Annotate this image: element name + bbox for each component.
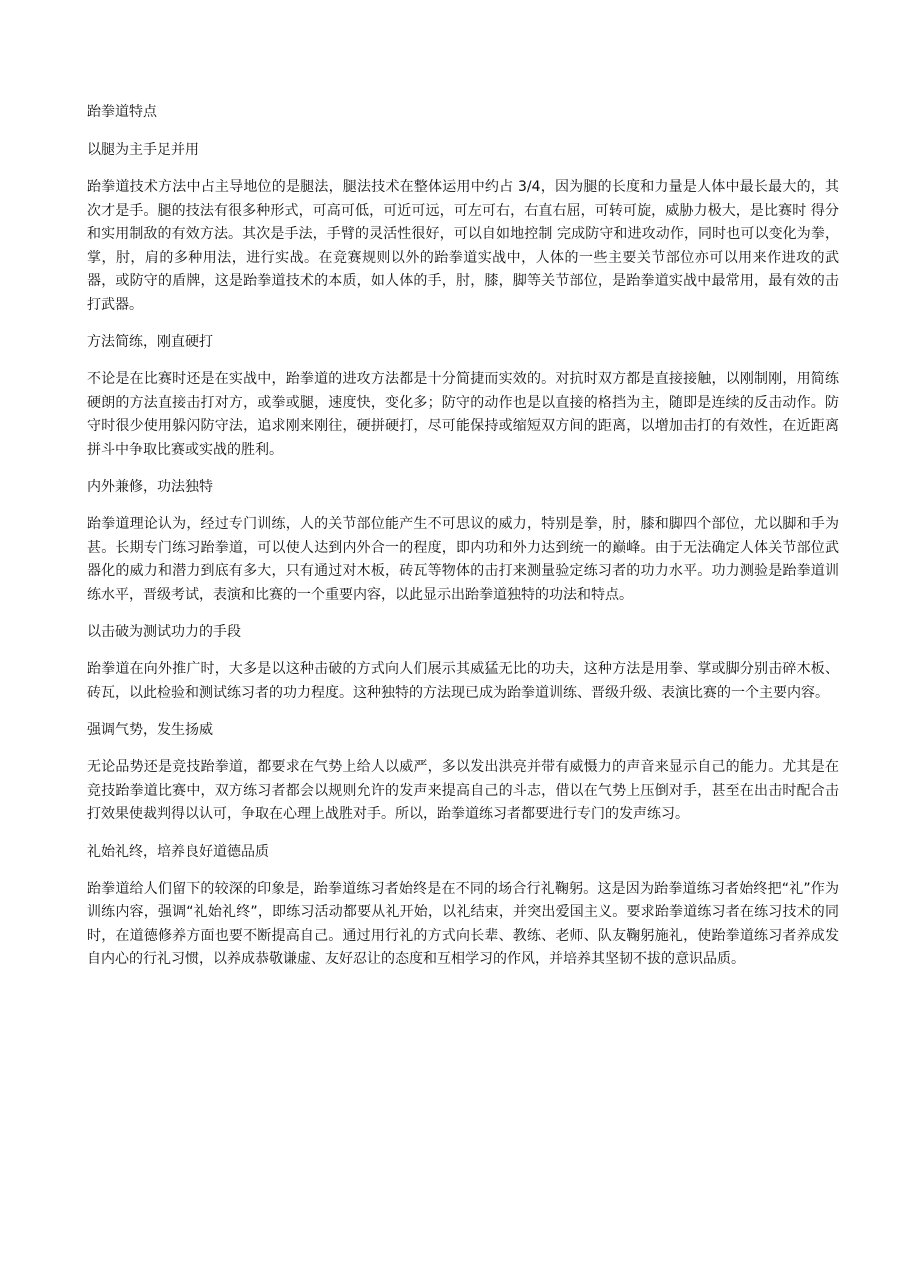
section-body: 无论品势还是竞技跆拳道，都要求在气势上给人以威严，多以发出洪亮并带有威慑力的声音来显示自己的能力。尤其是在竞技跆拳道比赛中，双方练习者都会以规则允许的发声来提高自己的斗志，借以在气势上压倒对手，甚至在出击时配合击打效果使裁判得以认可，争取在心理上战胜对手。所以，跆拳道练习者都要进行专门的发声练习。 [87,759,839,822]
section-heading: 以腿为主手足并用 [87,142,199,158]
section-body: 跆拳道理论认为，经过专门训练，人的关节部位能产生不可思议的威力，特别是拳，肘，膝和脚四个部位，尤以脚和手为甚。长期专门练习跆拳道，可以使人达到内外合一的程度，即内功和外力达到统一的巅峰。由于无法确定人体关节部位武器化的威力和潜力到底有多大，只有通过对木板，砖瓦等物体的击打来测量验定练习者的功力水平。功力测验是跆拳道训练水平，晋级考试，表演和比赛的一个重要内容，以此显示出跆拳道独特的功法和特点。 [87,516,839,603]
section-leg-techniques [87,138,839,317]
section-etiquette [87,840,839,972]
document-page [87,100,839,985]
section-breaking-test [87,620,839,705]
section-body: 不论是在比赛时还是在实战中，跆拳道的进攻方法都是十分简捷而实效的。对抗时双方都是直接接触，以刚制刚，用简练硬朗的方法直接击打对方，或拳或腿，速度快，变化多；防守的动作也是以直接的格挡为主，随即是连续的反击动作。防守时很少使用躲闪防守法，追求刚来刚往，硬拼硬打，尽可能保持或缩短双方间的距离，以增加击打的有效性，在近距离拼斗中争取比赛或实战的胜利。 [87,371,839,458]
section-body: 跆拳道给人们留下的较深的印象是，跆拳道练习者始终是在不同的场合行礼鞠躬。这是因为跆拳道练习者始终把“礼”作为训练内容，强调“礼始礼终”，即练习活动都要从礼开始，以礼结束，并突出爱国主义。要求跆拳道练习者在练习技术的同时，在道德修养方面也要不断提高自己。通过用行礼的方式向长辈、教练、老师、队友鞠躬施礼，使跆拳道练习者养成发自内心的行礼习惯，以养成恭敬谦虚、友好忍让的态度和互相学习的作风，并培养其坚韧不拔的意识品质。 [87,880,839,967]
section-direct-methods [87,330,839,462]
section-heading: 方法简练，刚直硬打 [87,334,213,350]
section-momentum [87,718,839,827]
section-body: 跆拳道在向外推广时，大多是以这种击破的方式向人们展示其威猛无比的功夫，这种方法是用拳、掌或脚分别击碎木板、砖瓦，以此检验和测试练习者的功力程度。这种独特的方法现已成为跆拳道训练、晋级升级、表演比赛的一个主要内容。 [87,661,839,701]
section-internal-external [87,475,839,607]
section-body: 跆拳道技术方法中占主导地位的是腿法，腿法技术在整体运用中约占 3/4，因为腿的长度和力量是人体中最长最大的，其次才是手。腿的技法有很多种形式，可高可低，可近可远，可左可右，右直右屈，可转可旋，威胁力极大，是比赛时 得分和实用制敌的有效方法。其次是手法，手臂的灵活性很好，可以自如地控制 完成防守和进攻动作，同时也可以变化为拳，掌，肘，肩的多种用法，进行实战。在竞赛规则以外的跆拳道实战中，人体的一些主要关节部位亦可以用来作进攻的武器，或防守的盾牌，这是跆拳道技术的本质，如人体的手，肘，膝，脚等关节部位，是跆拳道实战中最常用，最有效的击打武器。 [87,179,839,313]
section-heading: 内外兼修，功法独特 [87,479,213,495]
document-title: 跆拳道特点 [87,104,157,120]
section-heading: 强调气势，发生扬威 [87,722,213,738]
section-heading: 以击破为测试功力的手段 [87,624,241,640]
section-heading: 礼始礼终，培养良好道德品质 [87,843,269,860]
